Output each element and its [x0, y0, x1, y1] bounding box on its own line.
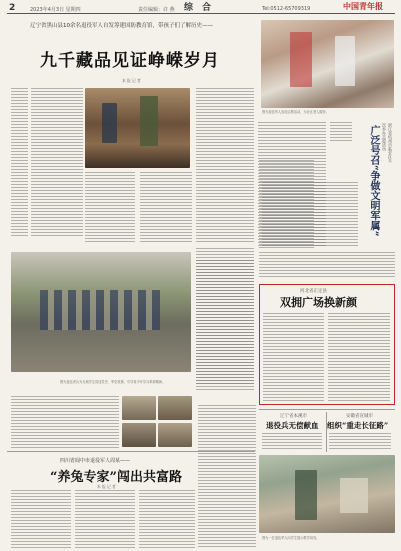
- article5-6-divider: [326, 412, 327, 452]
- article1-kicker: 辽宁省黑山县10余名退役军人自发筹建国防教育馆，带孩子们了解历史——: [30, 23, 214, 29]
- article3-text-col1: [263, 313, 324, 401]
- editor-credit: 责任编辑：许 燕: [138, 7, 175, 13]
- article1-text-col2: [85, 172, 135, 242]
- classroom-photo-board: [340, 478, 368, 513]
- middle-text-col: [196, 260, 254, 390]
- volunteers-photo: [261, 20, 394, 108]
- article3-kicker: 河北省正定县: [300, 289, 327, 294]
- article1-text-col0: [11, 88, 28, 238]
- article4-text-col1: [11, 490, 71, 548]
- article4-text-col4: [198, 405, 256, 548]
- header-rule: [7, 13, 395, 14]
- small-photo-3: [122, 423, 156, 447]
- parade-photo-figures: [40, 290, 160, 330]
- volunteers-photo-figure: [290, 32, 312, 87]
- small-photo-4: [158, 423, 192, 447]
- small-photo-1: [122, 396, 156, 420]
- masthead-logo: 中国青年报: [343, 1, 383, 11]
- section-title: 综 合: [184, 3, 212, 13]
- article2-kicker: 浙江省杭州市临安区多次举办志愿活动: [382, 123, 393, 163]
- bottom-right-rule: [259, 409, 395, 410]
- middle-caption: 图为退伍老兵为当地学生讲述党史、军史故事，引导青少年学习革命精神。: [60, 380, 166, 384]
- article1-title: 九千藏品见证峥嵘岁月: [40, 51, 220, 71]
- issue-date: 2023年4月3日 星期四: [30, 7, 81, 13]
- museum-photo-figure2: [140, 96, 158, 146]
- article2-text-col2: [262, 182, 358, 248]
- article3-title: 双拥广场换新颜: [280, 296, 357, 309]
- museum-photo-figure: [102, 103, 117, 143]
- bottom-right-caption: 图为一位退伍军人向学生展示教学用具。: [262, 536, 320, 540]
- article2-title: 广泛号召“争做文明军属”: [368, 125, 379, 237]
- page-number: 2: [9, 3, 16, 13]
- article1-text-col3: [140, 172, 192, 242]
- article5-kicker: 辽宁省本溪市: [280, 414, 307, 419]
- article4-title: “养兔专家”闯出共富路: [50, 470, 182, 485]
- phone-number: Tel:0512-65709319: [262, 6, 311, 12]
- article5-title: 退役兵无偿献血: [266, 421, 319, 430]
- article6-title: 组织“重走长征路”: [327, 421, 389, 430]
- volunteers-photo-figure2: [335, 36, 355, 86]
- article1-text-col1: [31, 88, 83, 238]
- article1-byline: 本 报 记 者: [122, 78, 141, 83]
- article4-byline: 本 报 记 者: [97, 484, 116, 489]
- article4-text-col2: [75, 490, 135, 548]
- classroom-photo: [259, 455, 395, 533]
- article4-text-col3: [139, 490, 195, 548]
- article1-text-col4: [196, 88, 254, 243]
- article4-kicker: 四川省阆中市退役军人周某——: [60, 458, 131, 464]
- article2-text-top: [330, 122, 352, 142]
- lower-left-text: [11, 396, 119, 448]
- article6-kicker: 安徽省宣城市: [346, 414, 373, 419]
- right-mid-text: [259, 252, 395, 278]
- article3-text-col2: [328, 313, 390, 401]
- small-photo-2: [158, 396, 192, 420]
- article5-text: [262, 433, 322, 451]
- classroom-photo-figure: [295, 470, 317, 520]
- article6-text: [329, 433, 391, 451]
- museum-photo: [85, 88, 190, 168]
- top-right-caption: 图为退伍军人参加志愿活动，为社区老人服务。: [262, 110, 329, 114]
